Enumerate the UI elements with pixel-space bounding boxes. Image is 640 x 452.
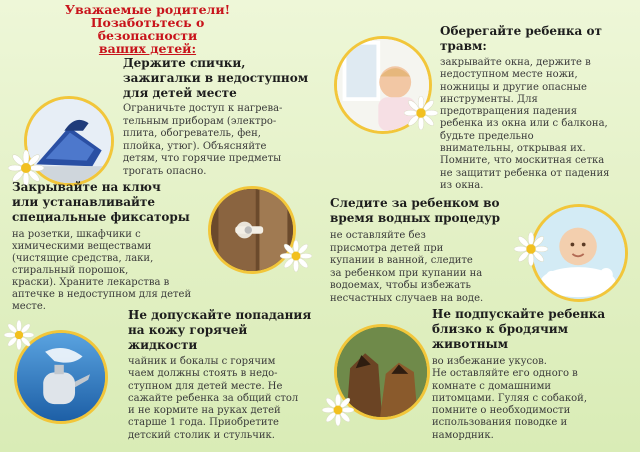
hot-liquid-body: чайник и бокалы с горячим чаем должны стоять в недо- ступном для детей месте. Не сажайте ребенка за общий стол и не кормите на руках детей старше 1 года. Приобретите детский столик и стульчик. bbox=[128, 356, 299, 441]
locks-heading: Закрывайте на ключ или устанавливайте специальные фиксаторы bbox=[12, 180, 190, 224]
injuries-body: закрывайте окна, держите в недоступном месте ножи, ножницы и другие опасные инструменты. Для предотвращения падения ребенка из окна или с балкона, будьте предельно внимательны, открывая их. Помните, что москитная сетка не защитит ребенка от падения из окна. bbox=[440, 57, 610, 191]
animals-heading: Не подпускайте ребенка близко к бродячим животным bbox=[432, 307, 606, 351]
daisy-flower-icon bbox=[322, 394, 354, 426]
injuries-heading: Оберегайте ребенка от травм: bbox=[440, 24, 602, 53]
page-title bbox=[40, 3, 255, 55]
animals-body: во избежание укусов. Не оставляйте его одного в комнате с домашними питомцами. Гуляя с собакой, помните о необходимости использования поводке и намордник. bbox=[432, 356, 588, 441]
matches-body: Ограничьте доступ к нагрева- тельным приборам (электро- плита, обогреватель, фен, плойка, утюг). Объясняйте детям, что горячие предметы трогать опасно. bbox=[123, 103, 283, 177]
daisy-flower-icon bbox=[4, 320, 34, 350]
daisy-flower-icon bbox=[404, 96, 438, 130]
daisy-flower-icon bbox=[514, 232, 548, 266]
locks-body: на розетки, шкафчики с химическими веществами (чистящие средства, лаки, стиральный порошок, краски). Храните лекарства в аптечке в недоступном для детей месте. bbox=[12, 229, 192, 312]
matches-heading: Держите спички, зажигалки в недоступном для детей месте bbox=[123, 56, 309, 100]
daisy-flower-icon bbox=[280, 240, 312, 272]
title-line-2: Позаботьтесь о безопасности bbox=[90, 15, 205, 43]
title-line-3: ваших детей: bbox=[98, 41, 197, 56]
title-line-1: Уважаемые родители! bbox=[64, 2, 231, 17]
water-heading: Следите за ребенком во время водных процедур bbox=[330, 196, 501, 225]
hot-liquid-heading: Не допускайте попадания на кожу горячей жидкости bbox=[128, 308, 312, 352]
water-body: не оставляйте без присмотра детей при купании в ванной, следите за ребенком при купании на водоемах, чтобы избежать несчастных случаев на воде. bbox=[330, 230, 484, 304]
